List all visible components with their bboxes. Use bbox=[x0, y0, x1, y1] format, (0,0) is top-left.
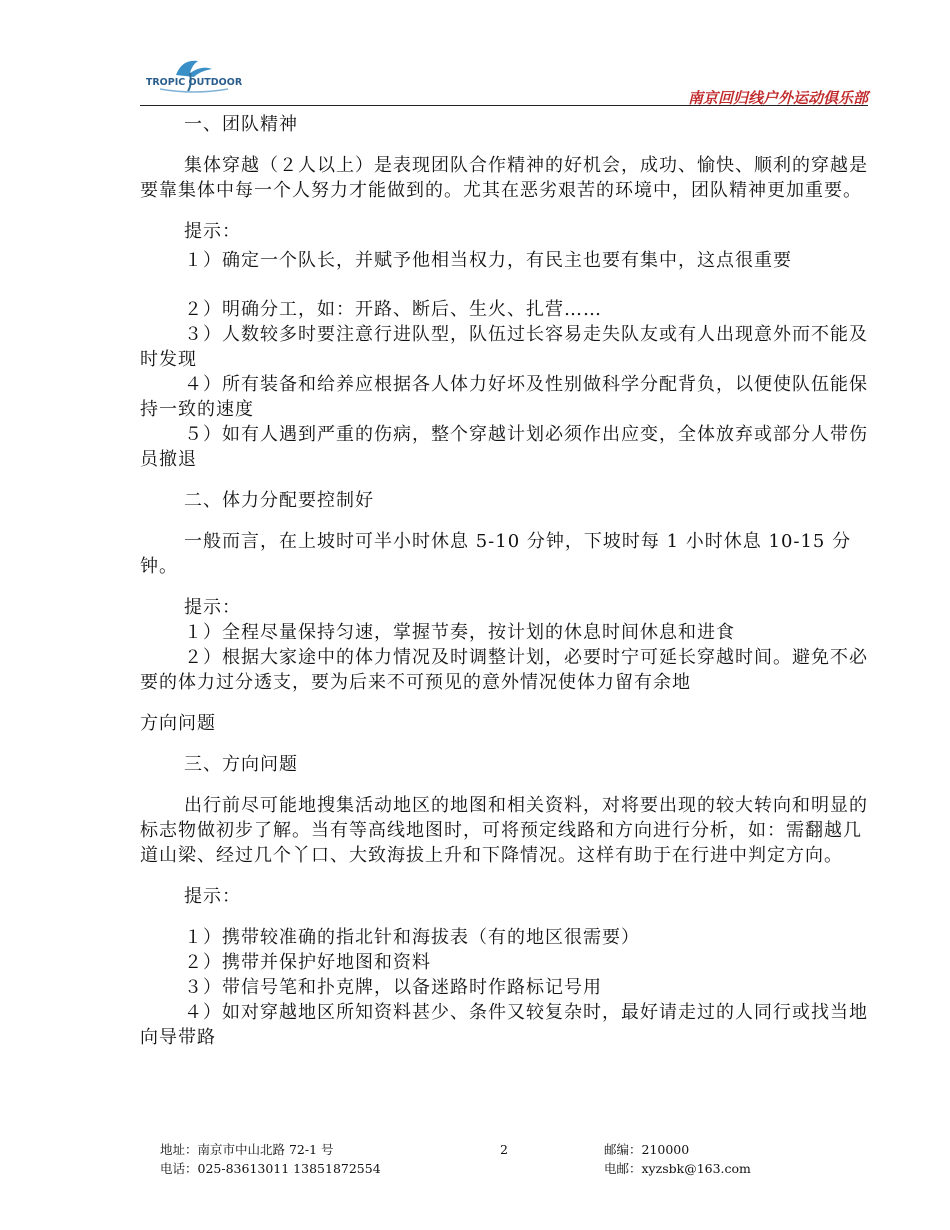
tip-item: ３）带信号笔和扑克牌，以备迷路时作路标记号用 bbox=[184, 977, 602, 998]
page-header bbox=[140, 55, 868, 107]
section-title: 一、团队精神 bbox=[184, 114, 298, 135]
tip-item: ４）所有装备和给养应根据各人体力好坏及性别做科学分配背负，以便使队伍能保持一致的速度 bbox=[140, 374, 868, 420]
tip-heading: 提示： bbox=[184, 597, 241, 618]
club-name: 南京回归线户外运动俱乐部 bbox=[687, 89, 868, 107]
page-footer bbox=[160, 1140, 780, 1180]
tip-heading: 提示： bbox=[184, 221, 241, 242]
paragraph: 一般而言，在上坡时可半小时休息 5-10 分钟，下坡时每 1 小时休息 10-15 分钟。 bbox=[140, 531, 852, 577]
section-title: 三、方向问题 bbox=[184, 754, 298, 775]
tropic-outdoor-logo bbox=[146, 55, 242, 101]
paragraph: 集体穿越（２人以上）是表现团队合作精神的好机会，成功、愉快、顺利的穿越是要靠集体中每一个人努力才能做到的。尤其在恶劣艰苦的环境中，团队精神更加重要。 bbox=[140, 155, 868, 201]
tip-item: ２）明确分工，如：开路、断后、生火、扎营…… bbox=[184, 299, 602, 320]
header-divider bbox=[140, 105, 868, 106]
tip-item: ３）人数较多时要注意行进队型，队伍过长容易走失队友或有人出现意外而不能及时发现 bbox=[140, 324, 868, 370]
page-number: 2 bbox=[500, 1142, 508, 1157]
tip-item: ５）如有人遇到严重的伤病，整个穿越计划必须作出应变，全体放弃或部分人带伤员撤退 bbox=[140, 424, 868, 470]
tip-heading: 提示： bbox=[184, 886, 241, 907]
tip-item: １）携带较准确的指北针和海拔表（有的地区很需要） bbox=[184, 927, 640, 948]
tip-item: ４）如对穿越地区所知资料甚少、条件又较复杂时，最好请走过的人同行或找当地向导带路 bbox=[140, 1002, 868, 1048]
paragraph: 方向问题 bbox=[140, 713, 216, 734]
tip-item: ２）根据大家途中的体力情况及时调整计划，必要时宁可延长穿越时间。避免不必要的体力过分透支，要为后来不可预见的意外情况使体力留有余地 bbox=[140, 647, 868, 693]
footer-postcode: 邮编：210000 bbox=[604, 1142, 690, 1157]
document-body bbox=[140, 112, 868, 1050]
footer-phone: 电话：025-83613011 13851872554 bbox=[160, 1161, 381, 1176]
tip-item: １）确定一个队长，并赋予他相当权力，有民主也要有集中，这点很重要 bbox=[184, 250, 792, 271]
section-title: 二、体力分配要控制好 bbox=[184, 490, 374, 511]
footer-address: 地址：南京市中山北路 72-1 号 bbox=[160, 1142, 334, 1157]
tip-item: ２）携带并保护好地图和资料 bbox=[184, 952, 431, 973]
svg-text:TROPIC OUTDOOR: TROPIC OUTDOOR bbox=[146, 77, 242, 88]
tip-item: １）全程尽量保持匀速，掌握节奏，按计划的休息时间休息和进食 bbox=[184, 622, 735, 643]
paragraph: 出行前尽可能地搜集活动地区的地图和相关资料，对将要出现的较大转向和明显的标志物做初步了解。当有等高线地图时，可将预定线路和方向进行分析，如：需翻越几道山梁、经过几个丫口、大致海拔上升和下降情况。这样有助于在行进中判定方向。 bbox=[140, 795, 868, 866]
footer-email: 电邮：xyzsbk@163.com bbox=[604, 1161, 751, 1176]
